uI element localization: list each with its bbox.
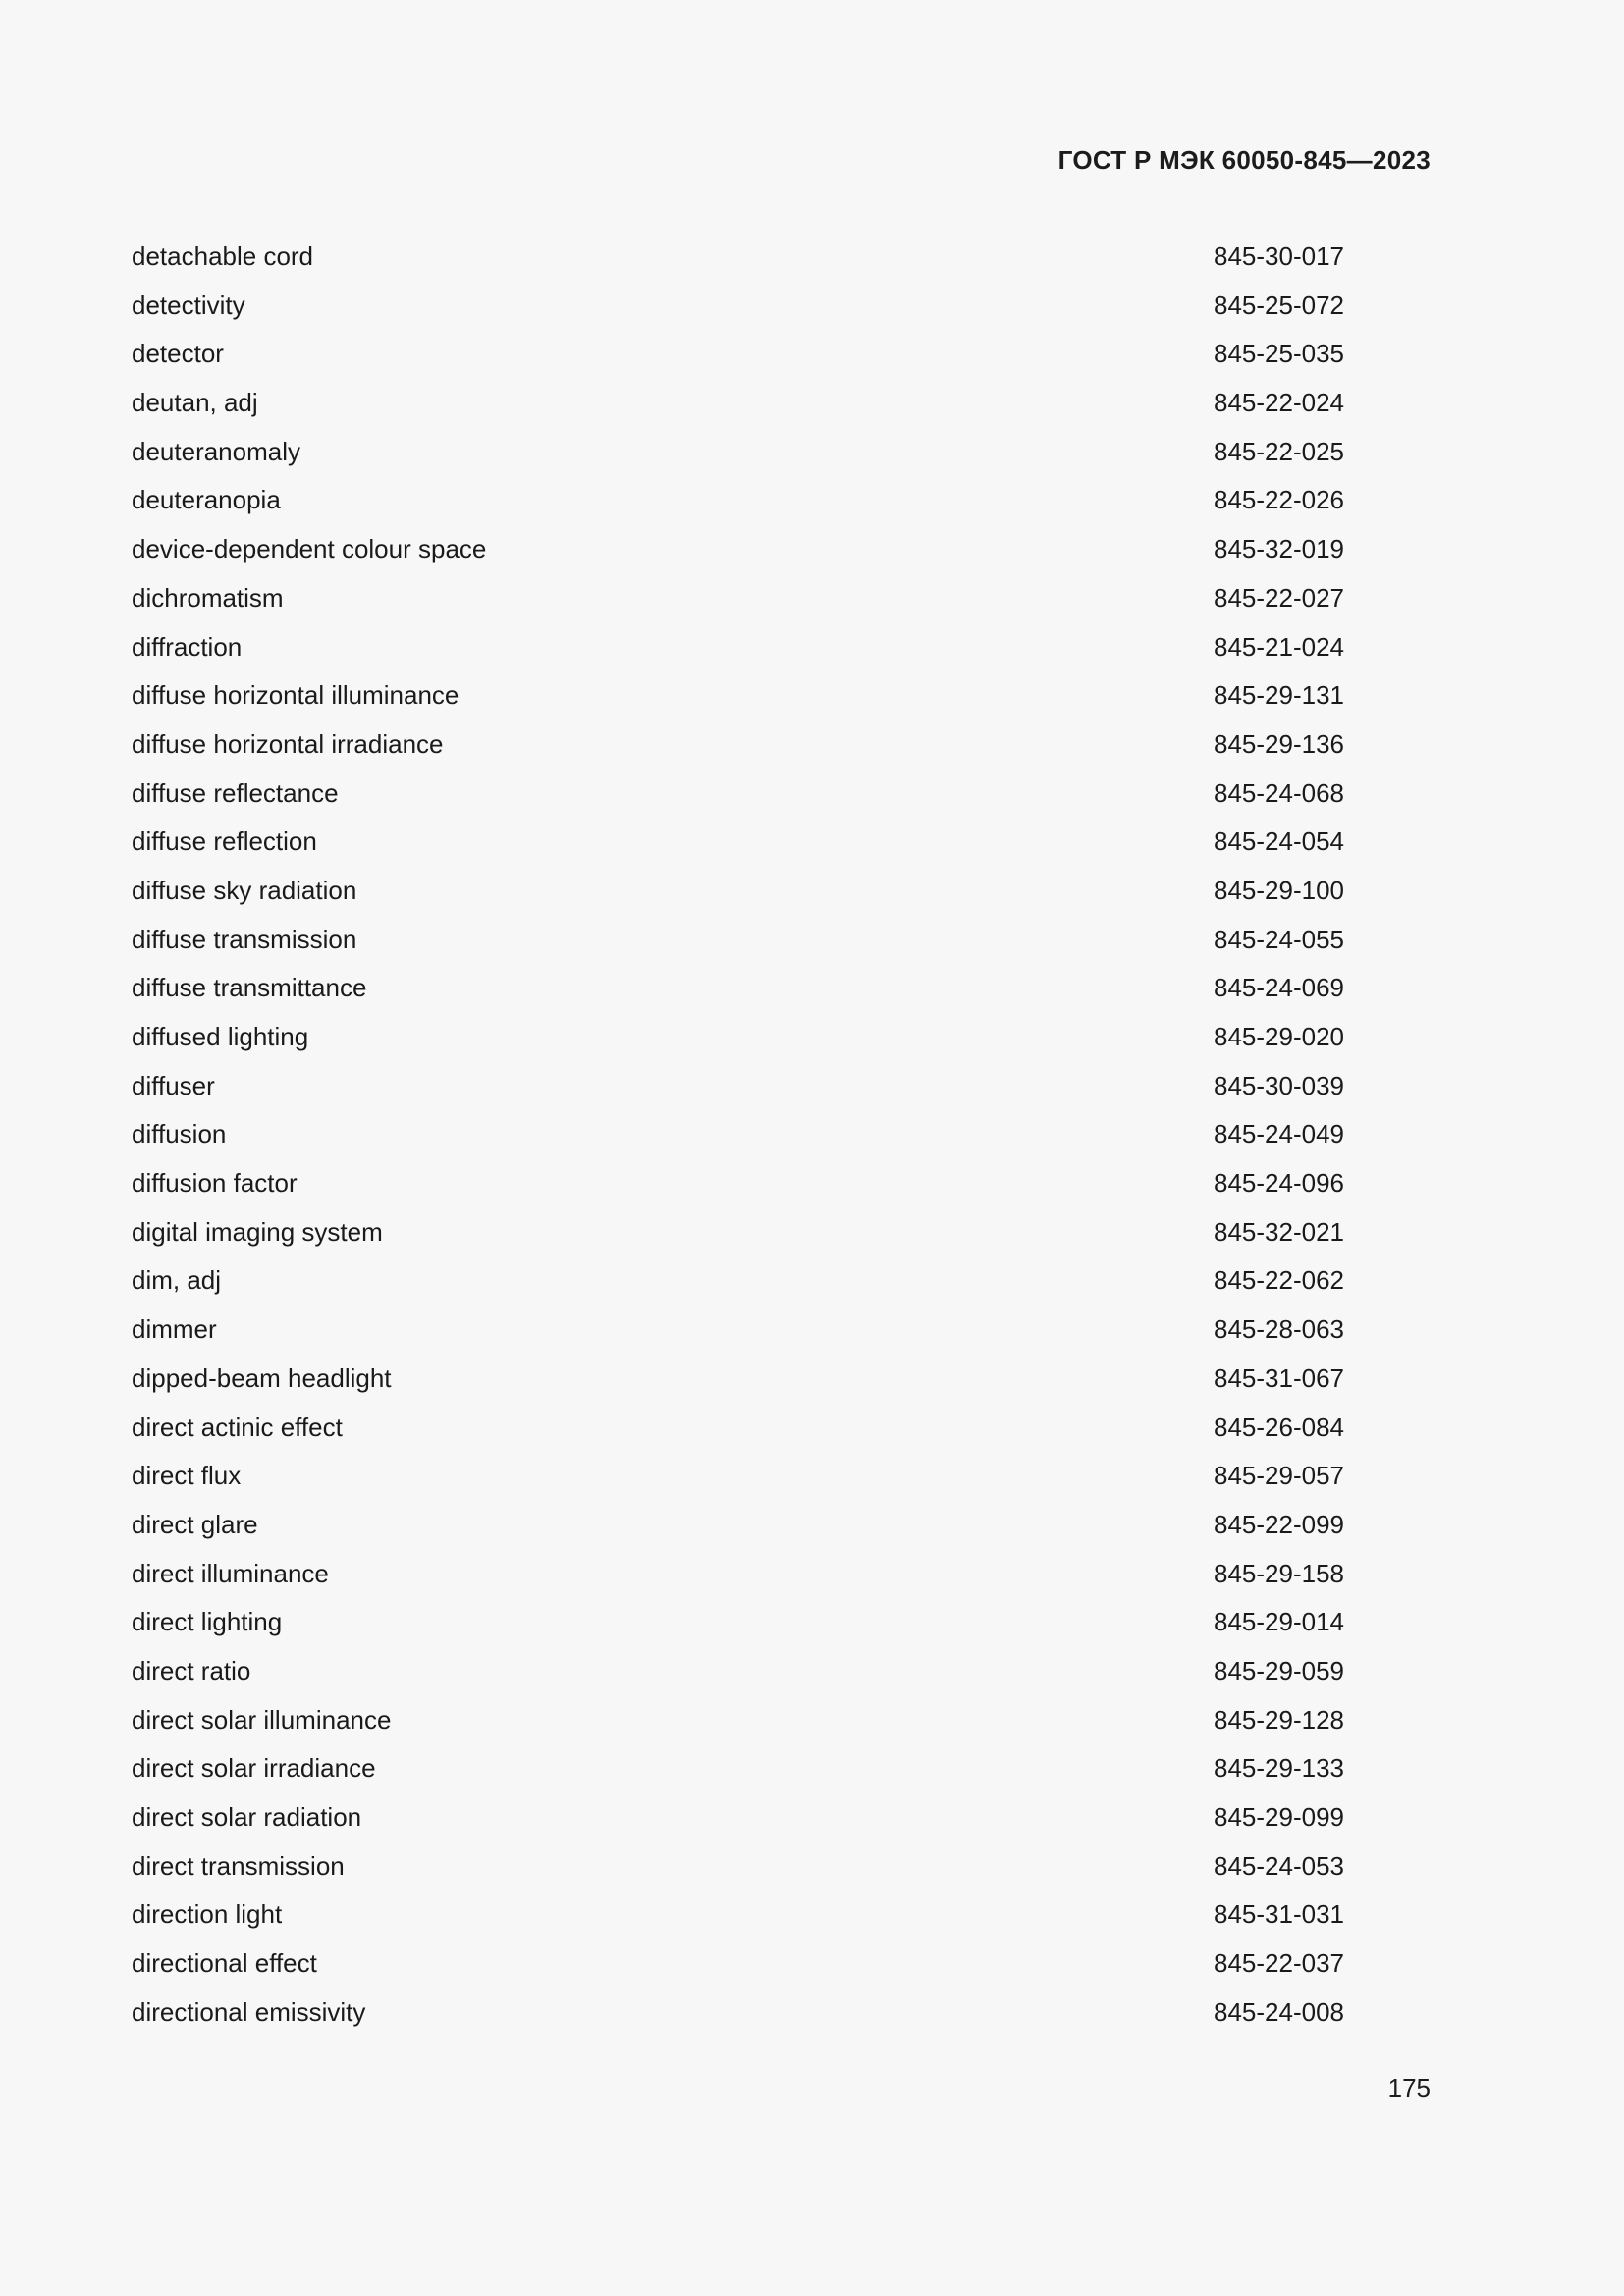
index-term: deuteranomaly	[132, 436, 300, 466]
index-code: 845-29-136	[1214, 728, 1344, 759]
index-term: detectivity	[132, 290, 245, 320]
index-entry	[132, 1647, 1344, 1696]
index-entry	[132, 428, 1344, 477]
index-code: 845-29-131	[1214, 680, 1344, 711]
index-entry	[132, 574, 1344, 623]
page-header: ГОСТ Р МЭК 60050-845—2023	[1057, 145, 1431, 175]
index-term: diffuse reflectance	[132, 777, 339, 808]
index-entry	[132, 818, 1344, 867]
index-code: 845-29-059	[1214, 1655, 1344, 1685]
index-term: dim, adj	[132, 1265, 222, 1296]
index-entry	[132, 1940, 1344, 1989]
index-code: 845-22-026	[1214, 485, 1344, 515]
index-entry	[132, 916, 1344, 965]
index-term: direction light	[132, 1899, 283, 1930]
index-code: 845-31-031	[1214, 1899, 1344, 1930]
index-term: diffuse horizontal irradiance	[132, 728, 444, 759]
index-code: 845-31-067	[1214, 1362, 1344, 1393]
index-entry	[132, 1256, 1344, 1306]
index-term: diffusion	[132, 1119, 227, 1149]
index-entry	[132, 1355, 1344, 1404]
index-code: 845-26-084	[1214, 1412, 1344, 1442]
index-code: 845-24-096	[1214, 1168, 1344, 1199]
index-code: 845-22-037	[1214, 1949, 1344, 1979]
index-term: diffuser	[132, 1070, 215, 1100]
index-term: diffuse reflection	[132, 827, 317, 857]
index-term: direct illuminance	[132, 1558, 329, 1588]
index-code: 845-22-024	[1214, 388, 1344, 418]
index-term: dipped-beam headlight	[132, 1362, 392, 1393]
index-code: 845-29-128	[1214, 1704, 1344, 1735]
index-entry	[132, 379, 1344, 428]
index-term: direct solar irradiance	[132, 1753, 376, 1784]
index-entry	[132, 233, 1344, 282]
index-term: deutan, adj	[132, 388, 258, 418]
index-entry	[132, 282, 1344, 331]
index-term: directional emissivity	[132, 1997, 366, 2027]
index-code: 845-24-049	[1214, 1119, 1344, 1149]
index-entry	[132, 1306, 1344, 1355]
index-code: 845-24-055	[1214, 924, 1344, 954]
index-term: direct lighting	[132, 1607, 283, 1637]
index-code: 845-24-008	[1214, 1997, 1344, 2027]
index-code: 845-29-100	[1214, 875, 1344, 905]
index-term: diffraction	[132, 631, 243, 662]
index-code: 845-29-020	[1214, 1022, 1344, 1051]
index-entry	[132, 1452, 1344, 1501]
index-term: diffuse transmission	[132, 924, 357, 954]
index-code: 845-29-133	[1214, 1753, 1344, 1784]
index-term: direct actinic effect	[132, 1412, 343, 1442]
index-term: direct glare	[132, 1509, 258, 1539]
index-entry	[132, 1062, 1344, 1111]
index-code: 845-25-035	[1214, 339, 1344, 369]
index-code: 845-24-053	[1214, 1850, 1344, 1881]
index-entry	[132, 1598, 1344, 1647]
index-term: directional effect	[132, 1949, 317, 1979]
index-entry	[132, 1793, 1344, 1842]
index-term: direct transmission	[132, 1850, 345, 1881]
index-term: dichromatism	[132, 582, 284, 613]
index-entry	[132, 1550, 1344, 1599]
index-entry	[132, 1696, 1344, 1745]
index-code: 845-32-021	[1214, 1216, 1344, 1247]
index-entry	[132, 1013, 1344, 1062]
index-term: direct solar illuminance	[132, 1704, 392, 1735]
index-code: 845-21-024	[1214, 631, 1344, 662]
index-code: 845-22-027	[1214, 582, 1344, 613]
index-term: digital imaging system	[132, 1216, 383, 1247]
index-entry	[132, 1501, 1344, 1550]
index-term: direct flux	[132, 1461, 242, 1491]
index-term: diffuse horizontal illuminance	[132, 680, 460, 711]
index-code: 845-22-025	[1214, 436, 1344, 466]
index-entry	[132, 1208, 1344, 1257]
index-entry	[132, 1159, 1344, 1208]
page-number: 175	[1387, 2073, 1431, 2103]
index-term: deuteranopia	[132, 485, 281, 515]
index-list	[132, 233, 1344, 2037]
index-entry	[132, 770, 1344, 819]
index-term: diffuse sky radiation	[132, 875, 357, 905]
index-code: 845-30-017	[1214, 241, 1344, 271]
index-code: 845-25-072	[1214, 290, 1344, 320]
index-entry	[132, 671, 1344, 721]
index-term: diffusion factor	[132, 1168, 298, 1199]
index-code: 845-32-019	[1214, 534, 1344, 564]
index-code: 845-30-039	[1214, 1070, 1344, 1100]
index-code: 845-28-063	[1214, 1314, 1344, 1345]
index-entry	[132, 867, 1344, 916]
index-entry	[132, 525, 1344, 574]
index-term: direct solar radiation	[132, 1802, 362, 1832]
index-code: 845-22-062	[1214, 1265, 1344, 1296]
index-code: 845-29-057	[1214, 1461, 1344, 1491]
index-term: diffuse transmittance	[132, 973, 367, 1003]
index-code: 845-29-099	[1214, 1802, 1344, 1832]
index-entry	[132, 1891, 1344, 1940]
index-entry	[132, 1404, 1344, 1453]
index-code: 845-29-158	[1214, 1558, 1344, 1588]
index-entry	[132, 721, 1344, 770]
index-code: 845-24-054	[1214, 827, 1344, 857]
index-entry	[132, 1110, 1344, 1159]
index-term: detector	[132, 339, 224, 369]
index-term: device-dependent colour space	[132, 534, 487, 564]
index-code: 845-22-099	[1214, 1509, 1344, 1539]
index-code: 845-24-068	[1214, 777, 1344, 808]
index-entry	[132, 1744, 1344, 1793]
index-entry	[132, 1842, 1344, 1892]
index-entry	[132, 1989, 1344, 2038]
index-entry	[132, 476, 1344, 525]
index-term: dimmer	[132, 1314, 217, 1345]
index-entry	[132, 964, 1344, 1013]
index-entry	[132, 330, 1344, 379]
index-entry	[132, 623, 1344, 672]
index-term: direct ratio	[132, 1655, 251, 1685]
index-term: diffused lighting	[132, 1022, 309, 1051]
index-term: detachable cord	[132, 241, 314, 271]
index-code: 845-29-014	[1214, 1607, 1344, 1637]
index-code: 845-24-069	[1214, 973, 1344, 1003]
